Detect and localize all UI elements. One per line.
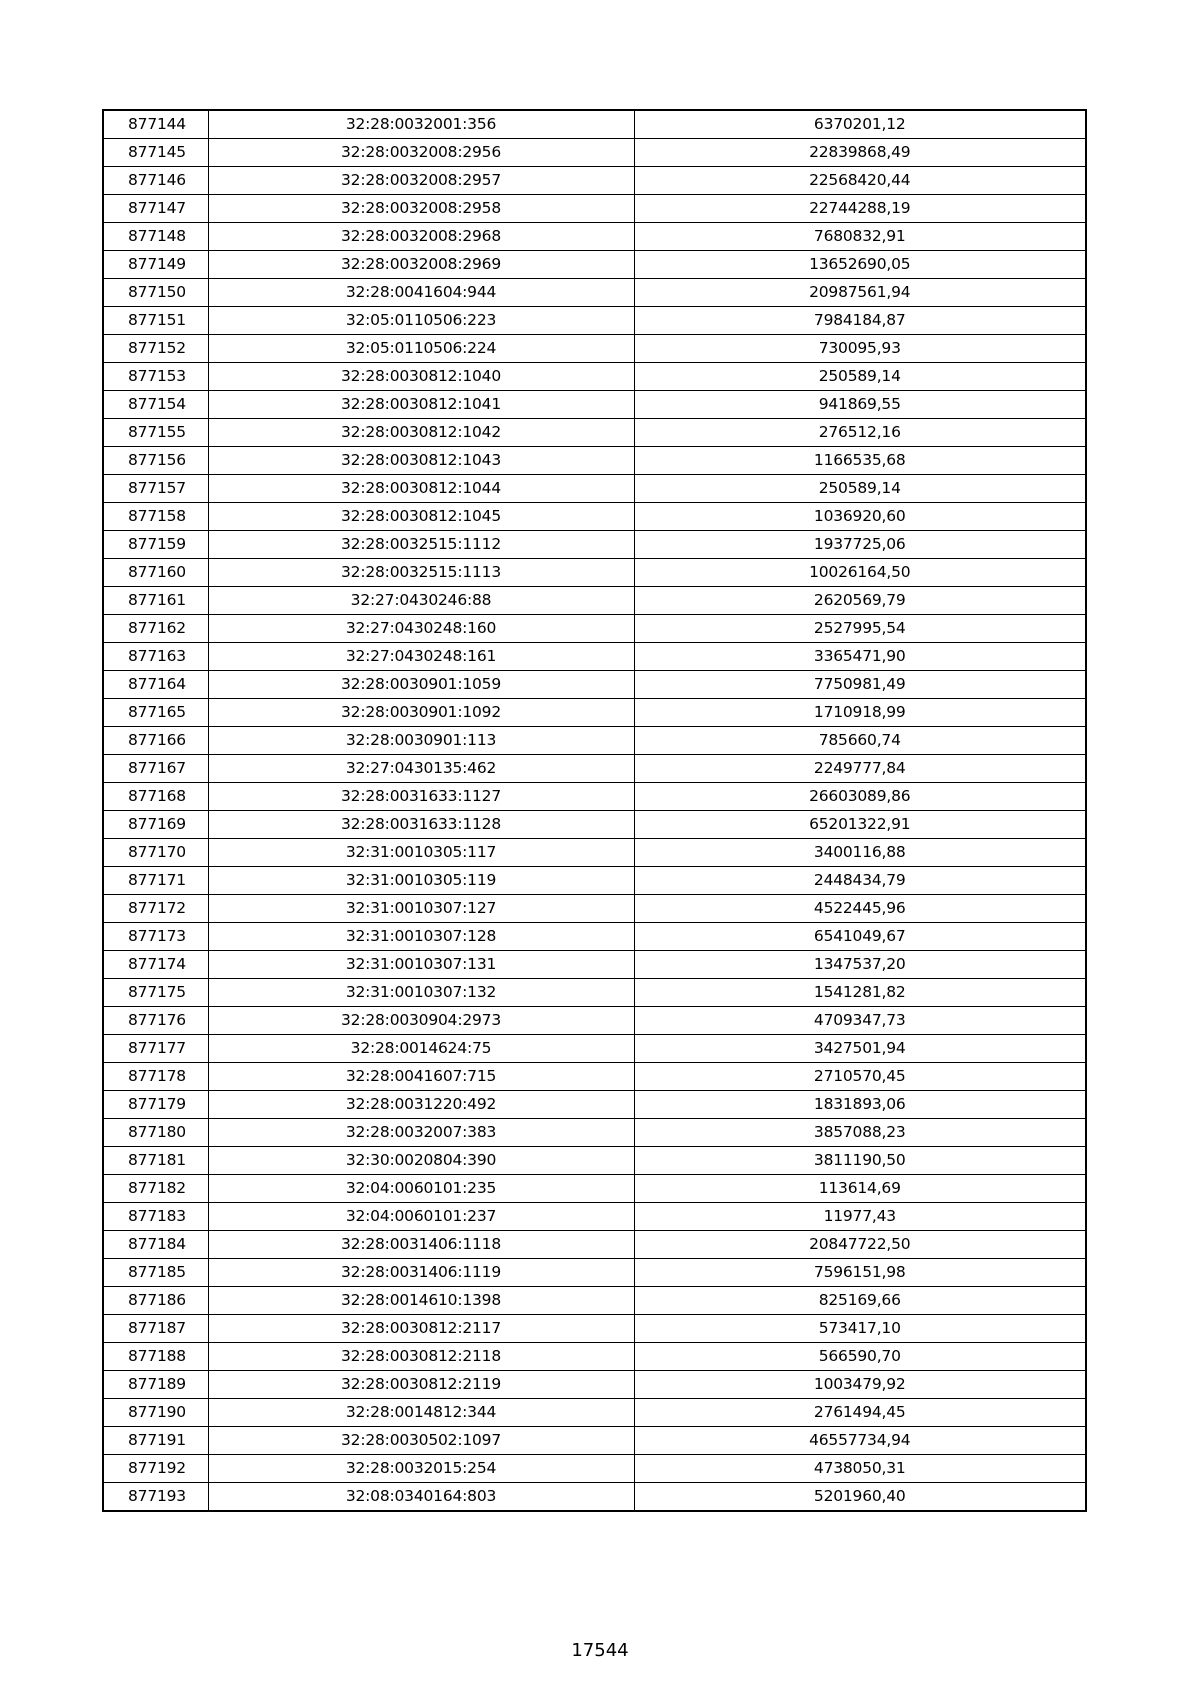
cadastral-number-cell: 32:31:0010307:131 [208, 951, 634, 979]
value-cell: 1036920,60 [634, 503, 1086, 531]
cadastral-number-cell: 32:28:0032008:2956 [208, 139, 634, 167]
value-cell: 11977,43 [634, 1203, 1086, 1231]
row-number-cell: 877179 [103, 1091, 208, 1119]
table-row [103, 1427, 1086, 1455]
table-row [103, 447, 1086, 475]
row-number-cell: 877177 [103, 1035, 208, 1063]
row-number-cell: 877147 [103, 195, 208, 223]
cadastral-number-cell: 32:28:0031633:1128 [208, 811, 634, 839]
row-number-cell: 877167 [103, 755, 208, 783]
cadastral-number-cell: 32:28:0032515:1112 [208, 531, 634, 559]
table-row [103, 475, 1086, 503]
table-row [103, 1287, 1086, 1315]
table-row [103, 1063, 1086, 1091]
table-row [103, 1091, 1086, 1119]
table-row [103, 391, 1086, 419]
table-row [103, 1119, 1086, 1147]
cadastral-number-cell: 32:28:0032008:2969 [208, 251, 634, 279]
table-row [103, 783, 1086, 811]
cadastral-number-cell: 32:08:0340164:803 [208, 1483, 634, 1512]
cadastral-number-cell: 32:28:0032001:356 [208, 110, 634, 139]
value-cell: 22744288,19 [634, 195, 1086, 223]
table-row [103, 1259, 1086, 1287]
table-row [103, 1035, 1086, 1063]
row-number-cell: 877166 [103, 727, 208, 755]
cadastral-number-cell: 32:28:0032007:383 [208, 1119, 634, 1147]
value-cell: 6541049,67 [634, 923, 1086, 951]
cadastral-number-cell: 32:28:0030812:1043 [208, 447, 634, 475]
cadastral-number-cell: 32:04:0060101:235 [208, 1175, 634, 1203]
value-cell: 13652690,05 [634, 251, 1086, 279]
table-row [103, 559, 1086, 587]
value-cell: 2761494,45 [634, 1399, 1086, 1427]
cadastral-number-cell: 32:05:0110506:224 [208, 335, 634, 363]
table-row [103, 1147, 1086, 1175]
cadastral-number-cell: 32:30:0020804:390 [208, 1147, 634, 1175]
value-cell: 20847722,50 [634, 1231, 1086, 1259]
value-cell: 1937725,06 [634, 531, 1086, 559]
row-number-cell: 877188 [103, 1343, 208, 1371]
table-row [103, 867, 1086, 895]
table-row [103, 615, 1086, 643]
table-row [103, 923, 1086, 951]
table-row [103, 503, 1086, 531]
table-row [103, 363, 1086, 391]
value-cell: 7984184,87 [634, 307, 1086, 335]
row-number-cell: 877173 [103, 923, 208, 951]
value-cell: 276512,16 [634, 419, 1086, 447]
value-cell: 7596151,98 [634, 1259, 1086, 1287]
row-number-cell: 877189 [103, 1371, 208, 1399]
row-number-cell: 877175 [103, 979, 208, 1007]
cadastral-number-cell: 32:28:0041607:715 [208, 1063, 634, 1091]
cadastral-number-cell: 32:28:0031220:492 [208, 1091, 634, 1119]
value-cell: 730095,93 [634, 335, 1086, 363]
value-cell: 250589,14 [634, 363, 1086, 391]
value-cell: 1003479,92 [634, 1371, 1086, 1399]
value-cell: 573417,10 [634, 1315, 1086, 1343]
row-number-cell: 877174 [103, 951, 208, 979]
value-cell: 1831893,06 [634, 1091, 1086, 1119]
table-row [103, 1007, 1086, 1035]
row-number-cell: 877162 [103, 615, 208, 643]
table-row [103, 251, 1086, 279]
value-cell: 2249777,84 [634, 755, 1086, 783]
table-row [103, 727, 1086, 755]
table-row [103, 419, 1086, 447]
cadastral-number-cell: 32:28:0032515:1113 [208, 559, 634, 587]
table-row [103, 1231, 1086, 1259]
value-cell: 26603089,86 [634, 783, 1086, 811]
cadastral-number-cell: 32:28:0030812:1040 [208, 363, 634, 391]
cadastral-number-cell: 32:28:0030812:1041 [208, 391, 634, 419]
cadastral-number-cell: 32:28:0030812:1045 [208, 503, 634, 531]
cadastral-number-cell: 32:28:0030812:2118 [208, 1343, 634, 1371]
cadastral-number-cell: 32:28:0041604:944 [208, 279, 634, 307]
value-cell: 10026164,50 [634, 559, 1086, 587]
table-row [103, 979, 1086, 1007]
row-number-cell: 877186 [103, 1287, 208, 1315]
row-number-cell: 877159 [103, 531, 208, 559]
row-number-cell: 877172 [103, 895, 208, 923]
row-number-cell: 877153 [103, 363, 208, 391]
table-row [103, 1315, 1086, 1343]
row-number-cell: 877163 [103, 643, 208, 671]
table-row [103, 755, 1086, 783]
table-row [103, 531, 1086, 559]
value-cell: 2448434,79 [634, 867, 1086, 895]
row-number-cell: 877192 [103, 1455, 208, 1483]
table-row [103, 839, 1086, 867]
value-cell: 1541281,82 [634, 979, 1086, 1007]
table-body [103, 110, 1086, 1511]
cadastral-number-cell: 32:28:0031406:1119 [208, 1259, 634, 1287]
cadastral-number-cell: 32:27:0430246:88 [208, 587, 634, 615]
table-row [103, 223, 1086, 251]
cadastral-number-cell: 32:31:0010305:119 [208, 867, 634, 895]
table-row [103, 335, 1086, 363]
cadastral-number-cell: 32:28:0030812:1044 [208, 475, 634, 503]
table-row [103, 1175, 1086, 1203]
table-row [103, 1371, 1086, 1399]
value-cell: 3365471,90 [634, 643, 1086, 671]
cadastral-number-cell: 32:28:0030812:1042 [208, 419, 634, 447]
table-row [103, 1203, 1086, 1231]
cadastral-number-cell: 32:28:0032008:2958 [208, 195, 634, 223]
row-number-cell: 877190 [103, 1399, 208, 1427]
value-cell: 22568420,44 [634, 167, 1086, 195]
value-cell: 65201322,91 [634, 811, 1086, 839]
table-row [103, 951, 1086, 979]
data-table [102, 109, 1087, 1512]
table-row [103, 587, 1086, 615]
value-cell: 1166535,68 [634, 447, 1086, 475]
row-number-cell: 877154 [103, 391, 208, 419]
row-number-cell: 877183 [103, 1203, 208, 1231]
table-row [103, 811, 1086, 839]
table-row [103, 307, 1086, 335]
row-number-cell: 877150 [103, 279, 208, 307]
row-number-cell: 877168 [103, 783, 208, 811]
cadastral-number-cell: 32:28:0030812:2117 [208, 1315, 634, 1343]
cadastral-number-cell: 32:31:0010307:132 [208, 979, 634, 1007]
cadastral-number-cell: 32:31:0010307:128 [208, 923, 634, 951]
cadastral-number-cell: 32:31:0010307:127 [208, 895, 634, 923]
table-row [103, 279, 1086, 307]
value-cell: 6370201,12 [634, 110, 1086, 139]
row-number-cell: 877193 [103, 1483, 208, 1512]
row-number-cell: 877182 [103, 1175, 208, 1203]
table-row [103, 699, 1086, 727]
row-number-cell: 877152 [103, 335, 208, 363]
row-number-cell: 877145 [103, 139, 208, 167]
value-cell: 3811190,50 [634, 1147, 1086, 1175]
cadastral-number-cell: 32:28:0014610:1398 [208, 1287, 634, 1315]
value-cell: 2620569,79 [634, 587, 1086, 615]
cadastral-number-cell: 32:28:0014624:75 [208, 1035, 634, 1063]
table-row [103, 895, 1086, 923]
row-number-cell: 877187 [103, 1315, 208, 1343]
row-number-cell: 877155 [103, 419, 208, 447]
value-cell: 3400116,88 [634, 839, 1086, 867]
cadastral-number-cell: 32:28:0030812:2119 [208, 1371, 634, 1399]
value-cell: 46557734,94 [634, 1427, 1086, 1455]
row-number-cell: 877146 [103, 167, 208, 195]
table-row [103, 671, 1086, 699]
row-number-cell: 877178 [103, 1063, 208, 1091]
value-cell: 825169,66 [634, 1287, 1086, 1315]
row-number-cell: 877171 [103, 867, 208, 895]
value-cell: 4738050,31 [634, 1455, 1086, 1483]
row-number-cell: 877161 [103, 587, 208, 615]
row-number-cell: 877157 [103, 475, 208, 503]
row-number-cell: 877156 [103, 447, 208, 475]
cadastral-number-cell: 32:28:0014812:344 [208, 1399, 634, 1427]
value-cell: 3857088,23 [634, 1119, 1086, 1147]
table-row [103, 110, 1086, 139]
cadastral-number-cell: 32:28:0032015:254 [208, 1455, 634, 1483]
table-row [103, 139, 1086, 167]
value-cell: 785660,74 [634, 727, 1086, 755]
table-row [103, 195, 1086, 223]
value-cell: 941869,55 [634, 391, 1086, 419]
table-row [103, 1455, 1086, 1483]
row-number-cell: 877149 [103, 251, 208, 279]
row-number-cell: 877158 [103, 503, 208, 531]
value-cell: 7680832,91 [634, 223, 1086, 251]
row-number-cell: 877170 [103, 839, 208, 867]
cadastral-number-cell: 32:28:0030901:1092 [208, 699, 634, 727]
cadastral-number-cell: 32:27:0430135:462 [208, 755, 634, 783]
row-number-cell: 877160 [103, 559, 208, 587]
value-cell: 1710918,99 [634, 699, 1086, 727]
row-number-cell: 877184 [103, 1231, 208, 1259]
row-number-cell: 877165 [103, 699, 208, 727]
value-cell: 4522445,96 [634, 895, 1086, 923]
page-number: 17544 [571, 1640, 629, 1661]
cadastral-number-cell: 32:28:0031406:1118 [208, 1231, 634, 1259]
cadastral-number-cell: 32:27:0430248:160 [208, 615, 634, 643]
cadastral-number-cell: 32:04:0060101:237 [208, 1203, 634, 1231]
row-number-cell: 877169 [103, 811, 208, 839]
value-cell: 20987561,94 [634, 279, 1086, 307]
value-cell: 3427501,94 [634, 1035, 1086, 1063]
value-cell: 1347537,20 [634, 951, 1086, 979]
table-row [103, 1483, 1086, 1512]
cadastral-number-cell: 32:28:0032008:2968 [208, 223, 634, 251]
row-number-cell: 877144 [103, 110, 208, 139]
value-cell: 566590,70 [634, 1343, 1086, 1371]
cadastral-number-cell: 32:28:0030502:1097 [208, 1427, 634, 1455]
cadastral-number-cell: 32:28:0030901:113 [208, 727, 634, 755]
cadastral-number-cell: 32:27:0430248:161 [208, 643, 634, 671]
value-cell: 113614,69 [634, 1175, 1086, 1203]
row-number-cell: 877176 [103, 1007, 208, 1035]
row-number-cell: 877191 [103, 1427, 208, 1455]
value-cell: 2527995,54 [634, 615, 1086, 643]
cadastral-number-cell: 32:05:0110506:223 [208, 307, 634, 335]
value-cell: 5201960,40 [634, 1483, 1086, 1512]
table-row [103, 1399, 1086, 1427]
row-number-cell: 877181 [103, 1147, 208, 1175]
row-number-cell: 877164 [103, 671, 208, 699]
table-row [103, 167, 1086, 195]
value-cell: 2710570,45 [634, 1063, 1086, 1091]
value-cell: 22839868,49 [634, 139, 1086, 167]
row-number-cell: 877148 [103, 223, 208, 251]
table-row [103, 643, 1086, 671]
value-cell: 7750981,49 [634, 671, 1086, 699]
row-number-cell: 877185 [103, 1259, 208, 1287]
cadastral-number-cell: 32:28:0031633:1127 [208, 783, 634, 811]
cadastral-number-cell: 32:28:0030904:2973 [208, 1007, 634, 1035]
row-number-cell: 877180 [103, 1119, 208, 1147]
cadastral-number-cell: 32:28:0032008:2957 [208, 167, 634, 195]
value-cell: 250589,14 [634, 475, 1086, 503]
row-number-cell: 877151 [103, 307, 208, 335]
value-cell: 4709347,73 [634, 1007, 1086, 1035]
table-row [103, 1343, 1086, 1371]
cadastral-number-cell: 32:31:0010305:117 [208, 839, 634, 867]
cadastral-number-cell: 32:28:0030901:1059 [208, 671, 634, 699]
